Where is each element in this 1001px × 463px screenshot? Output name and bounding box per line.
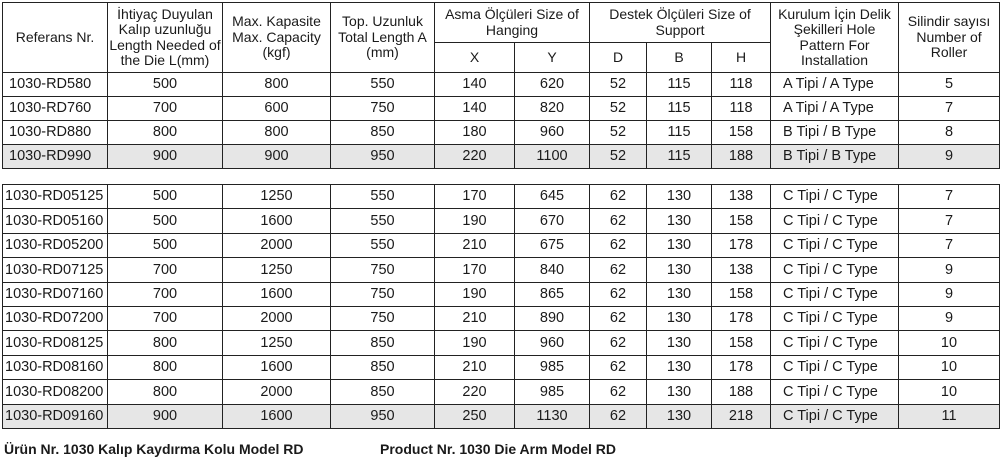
total-length-cell: 750 bbox=[331, 306, 435, 330]
y-cell: 985 bbox=[515, 380, 590, 404]
hole-pattern-cell: C Tipi / C Type bbox=[771, 306, 899, 330]
b-cell: 115 bbox=[647, 73, 712, 97]
table-2-body bbox=[3, 185, 1000, 429]
length-cell: 700 bbox=[108, 97, 223, 121]
table-row bbox=[3, 97, 1000, 121]
table-row bbox=[3, 331, 1000, 355]
d-cell: 62 bbox=[590, 282, 647, 306]
length-cell: 700 bbox=[108, 282, 223, 306]
table-row bbox=[3, 404, 1000, 428]
h-cell: 158 bbox=[712, 121, 771, 145]
ref-cell: 1030-RD05125 bbox=[3, 185, 108, 209]
x-cell: 180 bbox=[435, 121, 515, 145]
b-cell: 130 bbox=[647, 233, 712, 257]
table-row bbox=[3, 306, 1000, 330]
h-cell: 118 bbox=[712, 73, 771, 97]
rollers-cell: 10 bbox=[899, 355, 1000, 379]
d-cell: 62 bbox=[590, 306, 647, 330]
d-cell: 52 bbox=[590, 73, 647, 97]
rollers-cell: 7 bbox=[899, 209, 1000, 233]
capacity-cell: 800 bbox=[223, 73, 331, 97]
hole-pattern-cell: C Tipi / C Type bbox=[771, 185, 899, 209]
table-row bbox=[3, 209, 1000, 233]
spec-table-rd-series bbox=[2, 2, 1000, 169]
header-y: Y bbox=[515, 43, 590, 73]
x-cell: 210 bbox=[435, 355, 515, 379]
b-cell: 130 bbox=[647, 306, 712, 330]
b-cell: 130 bbox=[647, 380, 712, 404]
x-cell: 140 bbox=[435, 97, 515, 121]
total-length-cell: 950 bbox=[331, 145, 435, 169]
capacity-cell: 800 bbox=[223, 121, 331, 145]
hole-pattern-cell: C Tipi / C Type bbox=[771, 355, 899, 379]
y-cell: 620 bbox=[515, 73, 590, 97]
h-cell: 178 bbox=[712, 306, 771, 330]
d-cell: 62 bbox=[590, 355, 647, 379]
hole-pattern-cell: A Tipi / A Type bbox=[771, 97, 899, 121]
h-cell: 188 bbox=[712, 380, 771, 404]
rollers-cell: 8 bbox=[899, 121, 1000, 145]
table-row bbox=[3, 121, 1000, 145]
hole-pattern-cell: C Tipi / C Type bbox=[771, 282, 899, 306]
b-cell: 115 bbox=[647, 97, 712, 121]
length-cell: 900 bbox=[108, 145, 223, 169]
x-cell: 210 bbox=[435, 306, 515, 330]
table-row bbox=[3, 380, 1000, 404]
table-row bbox=[3, 73, 1000, 97]
b-cell: 130 bbox=[647, 258, 712, 282]
total-length-cell: 750 bbox=[331, 282, 435, 306]
hole-pattern-cell: B Tipi / B Type bbox=[771, 121, 899, 145]
capacity-cell: 1250 bbox=[223, 258, 331, 282]
h-cell: 158 bbox=[712, 282, 771, 306]
capacity-cell: 2000 bbox=[223, 380, 331, 404]
rollers-cell: 11 bbox=[899, 404, 1000, 428]
d-cell: 62 bbox=[590, 380, 647, 404]
header-h: H bbox=[712, 43, 771, 73]
rollers-cell: 10 bbox=[899, 380, 1000, 404]
header-total-length: Top. Uzunluk Total Length A (mm) bbox=[331, 3, 435, 73]
ref-cell: 1030-RD07125 bbox=[3, 258, 108, 282]
b-cell: 130 bbox=[647, 355, 712, 379]
capacity-cell: 1600 bbox=[223, 209, 331, 233]
length-cell: 500 bbox=[108, 73, 223, 97]
ref-cell: 1030-RD07160 bbox=[3, 282, 108, 306]
y-cell: 840 bbox=[515, 258, 590, 282]
y-cell: 960 bbox=[515, 331, 590, 355]
y-cell: 960 bbox=[515, 121, 590, 145]
total-length-cell: 750 bbox=[331, 258, 435, 282]
d-cell: 62 bbox=[590, 331, 647, 355]
b-cell: 130 bbox=[647, 331, 712, 355]
total-length-cell: 850 bbox=[331, 331, 435, 355]
hole-pattern-cell: C Tipi / C Type bbox=[771, 209, 899, 233]
b-cell: 130 bbox=[647, 404, 712, 428]
h-cell: 158 bbox=[712, 209, 771, 233]
total-length-cell: 750 bbox=[331, 97, 435, 121]
table-row bbox=[3, 355, 1000, 379]
rollers-cell: 7 bbox=[899, 233, 1000, 257]
ref-cell: 1030-RD880 bbox=[3, 121, 108, 145]
rollers-cell: 9 bbox=[899, 145, 1000, 169]
d-cell: 52 bbox=[590, 121, 647, 145]
ref-cell: 1030-RD990 bbox=[3, 145, 108, 169]
h-cell: 138 bbox=[712, 258, 771, 282]
rollers-cell: 10 bbox=[899, 331, 1000, 355]
x-cell: 190 bbox=[435, 282, 515, 306]
length-cell: 800 bbox=[108, 380, 223, 404]
ref-cell: 1030-RD08125 bbox=[3, 331, 108, 355]
x-cell: 220 bbox=[435, 145, 515, 169]
y-cell: 820 bbox=[515, 97, 590, 121]
d-cell: 62 bbox=[590, 185, 647, 209]
hole-pattern-cell: C Tipi / C Type bbox=[771, 404, 899, 428]
capacity-cell: 1250 bbox=[223, 185, 331, 209]
length-cell: 500 bbox=[108, 185, 223, 209]
header-capacity: Max. Kapasite Max. Capacity (kgf) bbox=[223, 3, 331, 73]
hole-pattern-cell: A Tipi / A Type bbox=[771, 73, 899, 97]
header-ref: Referans Nr. bbox=[3, 3, 108, 73]
length-cell: 800 bbox=[108, 331, 223, 355]
h-cell: 138 bbox=[712, 185, 771, 209]
ref-cell: 1030-RD07200 bbox=[3, 306, 108, 330]
header-number-of-rollers: Silindir sayısı Number of Roller bbox=[899, 3, 1000, 73]
footer-turkish: Ürün Nr. 1030 Kalıp Kaydırma Kolu Model RD bbox=[4, 441, 304, 457]
length-cell: 700 bbox=[108, 306, 223, 330]
total-length-cell: 850 bbox=[331, 121, 435, 145]
table-row bbox=[3, 185, 1000, 209]
footer-english: Product Nr. 1030 Die Arm Model RD bbox=[380, 441, 616, 457]
header-length-needed: İhtiyaç Duyulan Kalıp uzunluğu Length Needed of the Die L(mm) bbox=[108, 3, 223, 73]
x-cell: 250 bbox=[435, 404, 515, 428]
d-cell: 62 bbox=[590, 404, 647, 428]
table-row bbox=[3, 145, 1000, 169]
hole-pattern-cell: C Tipi / C Type bbox=[771, 331, 899, 355]
x-cell: 170 bbox=[435, 258, 515, 282]
rollers-cell: 5 bbox=[899, 73, 1000, 97]
hole-pattern-cell: B Tipi / B Type bbox=[771, 145, 899, 169]
header-d: D bbox=[590, 43, 647, 73]
b-cell: 130 bbox=[647, 185, 712, 209]
rollers-cell: 7 bbox=[899, 185, 1000, 209]
ref-cell: 1030-RD05200 bbox=[3, 233, 108, 257]
ref-cell: 1030-RD09160 bbox=[3, 404, 108, 428]
y-cell: 985 bbox=[515, 355, 590, 379]
d-cell: 62 bbox=[590, 209, 647, 233]
b-cell: 130 bbox=[647, 209, 712, 233]
hole-pattern-cell: C Tipi / C Type bbox=[771, 380, 899, 404]
header-size-of-support: Destek Ölçüleri Size of Support bbox=[590, 3, 771, 43]
length-cell: 800 bbox=[108, 355, 223, 379]
header-b: B bbox=[647, 43, 712, 73]
y-cell: 1130 bbox=[515, 404, 590, 428]
length-cell: 500 bbox=[108, 209, 223, 233]
table-1-body bbox=[3, 73, 1000, 169]
y-cell: 675 bbox=[515, 233, 590, 257]
total-length-cell: 550 bbox=[331, 185, 435, 209]
rollers-cell: 9 bbox=[899, 258, 1000, 282]
capacity-cell: 600 bbox=[223, 97, 331, 121]
capacity-cell: 2000 bbox=[223, 306, 331, 330]
h-cell: 218 bbox=[712, 404, 771, 428]
total-length-cell: 550 bbox=[331, 209, 435, 233]
y-cell: 670 bbox=[515, 209, 590, 233]
rollers-cell: 9 bbox=[899, 306, 1000, 330]
total-length-cell: 850 bbox=[331, 355, 435, 379]
total-length-cell: 950 bbox=[331, 404, 435, 428]
ref-cell: 1030-RD08200 bbox=[3, 380, 108, 404]
length-cell: 900 bbox=[108, 404, 223, 428]
rollers-cell: 7 bbox=[899, 97, 1000, 121]
d-cell: 62 bbox=[590, 258, 647, 282]
h-cell: 178 bbox=[712, 355, 771, 379]
capacity-cell: 1600 bbox=[223, 404, 331, 428]
capacity-cell: 1600 bbox=[223, 282, 331, 306]
b-cell: 130 bbox=[647, 282, 712, 306]
h-cell: 118 bbox=[712, 97, 771, 121]
total-length-cell: 550 bbox=[331, 73, 435, 97]
total-length-cell: 850 bbox=[331, 380, 435, 404]
spec-table-rd-heavy-series bbox=[2, 184, 1000, 429]
ref-cell: 1030-RD760 bbox=[3, 97, 108, 121]
y-cell: 865 bbox=[515, 282, 590, 306]
rollers-cell: 9 bbox=[899, 282, 1000, 306]
header-size-of-hanging: Asma Ölçüleri Size of Hanging bbox=[435, 3, 590, 43]
y-cell: 1100 bbox=[515, 145, 590, 169]
table-row bbox=[3, 233, 1000, 257]
x-cell: 140 bbox=[435, 73, 515, 97]
d-cell: 52 bbox=[590, 145, 647, 169]
total-length-cell: 550 bbox=[331, 233, 435, 257]
y-cell: 645 bbox=[515, 185, 590, 209]
capacity-cell: 1600 bbox=[223, 355, 331, 379]
b-cell: 115 bbox=[647, 121, 712, 145]
x-cell: 190 bbox=[435, 209, 515, 233]
y-cell: 890 bbox=[515, 306, 590, 330]
length-cell: 800 bbox=[108, 121, 223, 145]
header-x: X bbox=[435, 43, 515, 73]
d-cell: 62 bbox=[590, 233, 647, 257]
ref-cell: 1030-RD05160 bbox=[3, 209, 108, 233]
capacity-cell: 2000 bbox=[223, 233, 331, 257]
b-cell: 115 bbox=[647, 145, 712, 169]
x-cell: 190 bbox=[435, 331, 515, 355]
x-cell: 170 bbox=[435, 185, 515, 209]
d-cell: 52 bbox=[590, 97, 647, 121]
length-cell: 500 bbox=[108, 233, 223, 257]
h-cell: 178 bbox=[712, 233, 771, 257]
length-cell: 700 bbox=[108, 258, 223, 282]
x-cell: 220 bbox=[435, 380, 515, 404]
ref-cell: 1030-RD08160 bbox=[3, 355, 108, 379]
hole-pattern-cell: C Tipi / C Type bbox=[771, 258, 899, 282]
table-row bbox=[3, 258, 1000, 282]
h-cell: 188 bbox=[712, 145, 771, 169]
h-cell: 158 bbox=[712, 331, 771, 355]
x-cell: 210 bbox=[435, 233, 515, 257]
capacity-cell: 1250 bbox=[223, 331, 331, 355]
table-row bbox=[3, 282, 1000, 306]
ref-cell: 1030-RD580 bbox=[3, 73, 108, 97]
hole-pattern-cell: C Tipi / C Type bbox=[771, 233, 899, 257]
header-hole-pattern: Kurulum İçin Delik Şekilleri Hole Pattern For Installation bbox=[771, 3, 899, 73]
capacity-cell: 900 bbox=[223, 145, 331, 169]
